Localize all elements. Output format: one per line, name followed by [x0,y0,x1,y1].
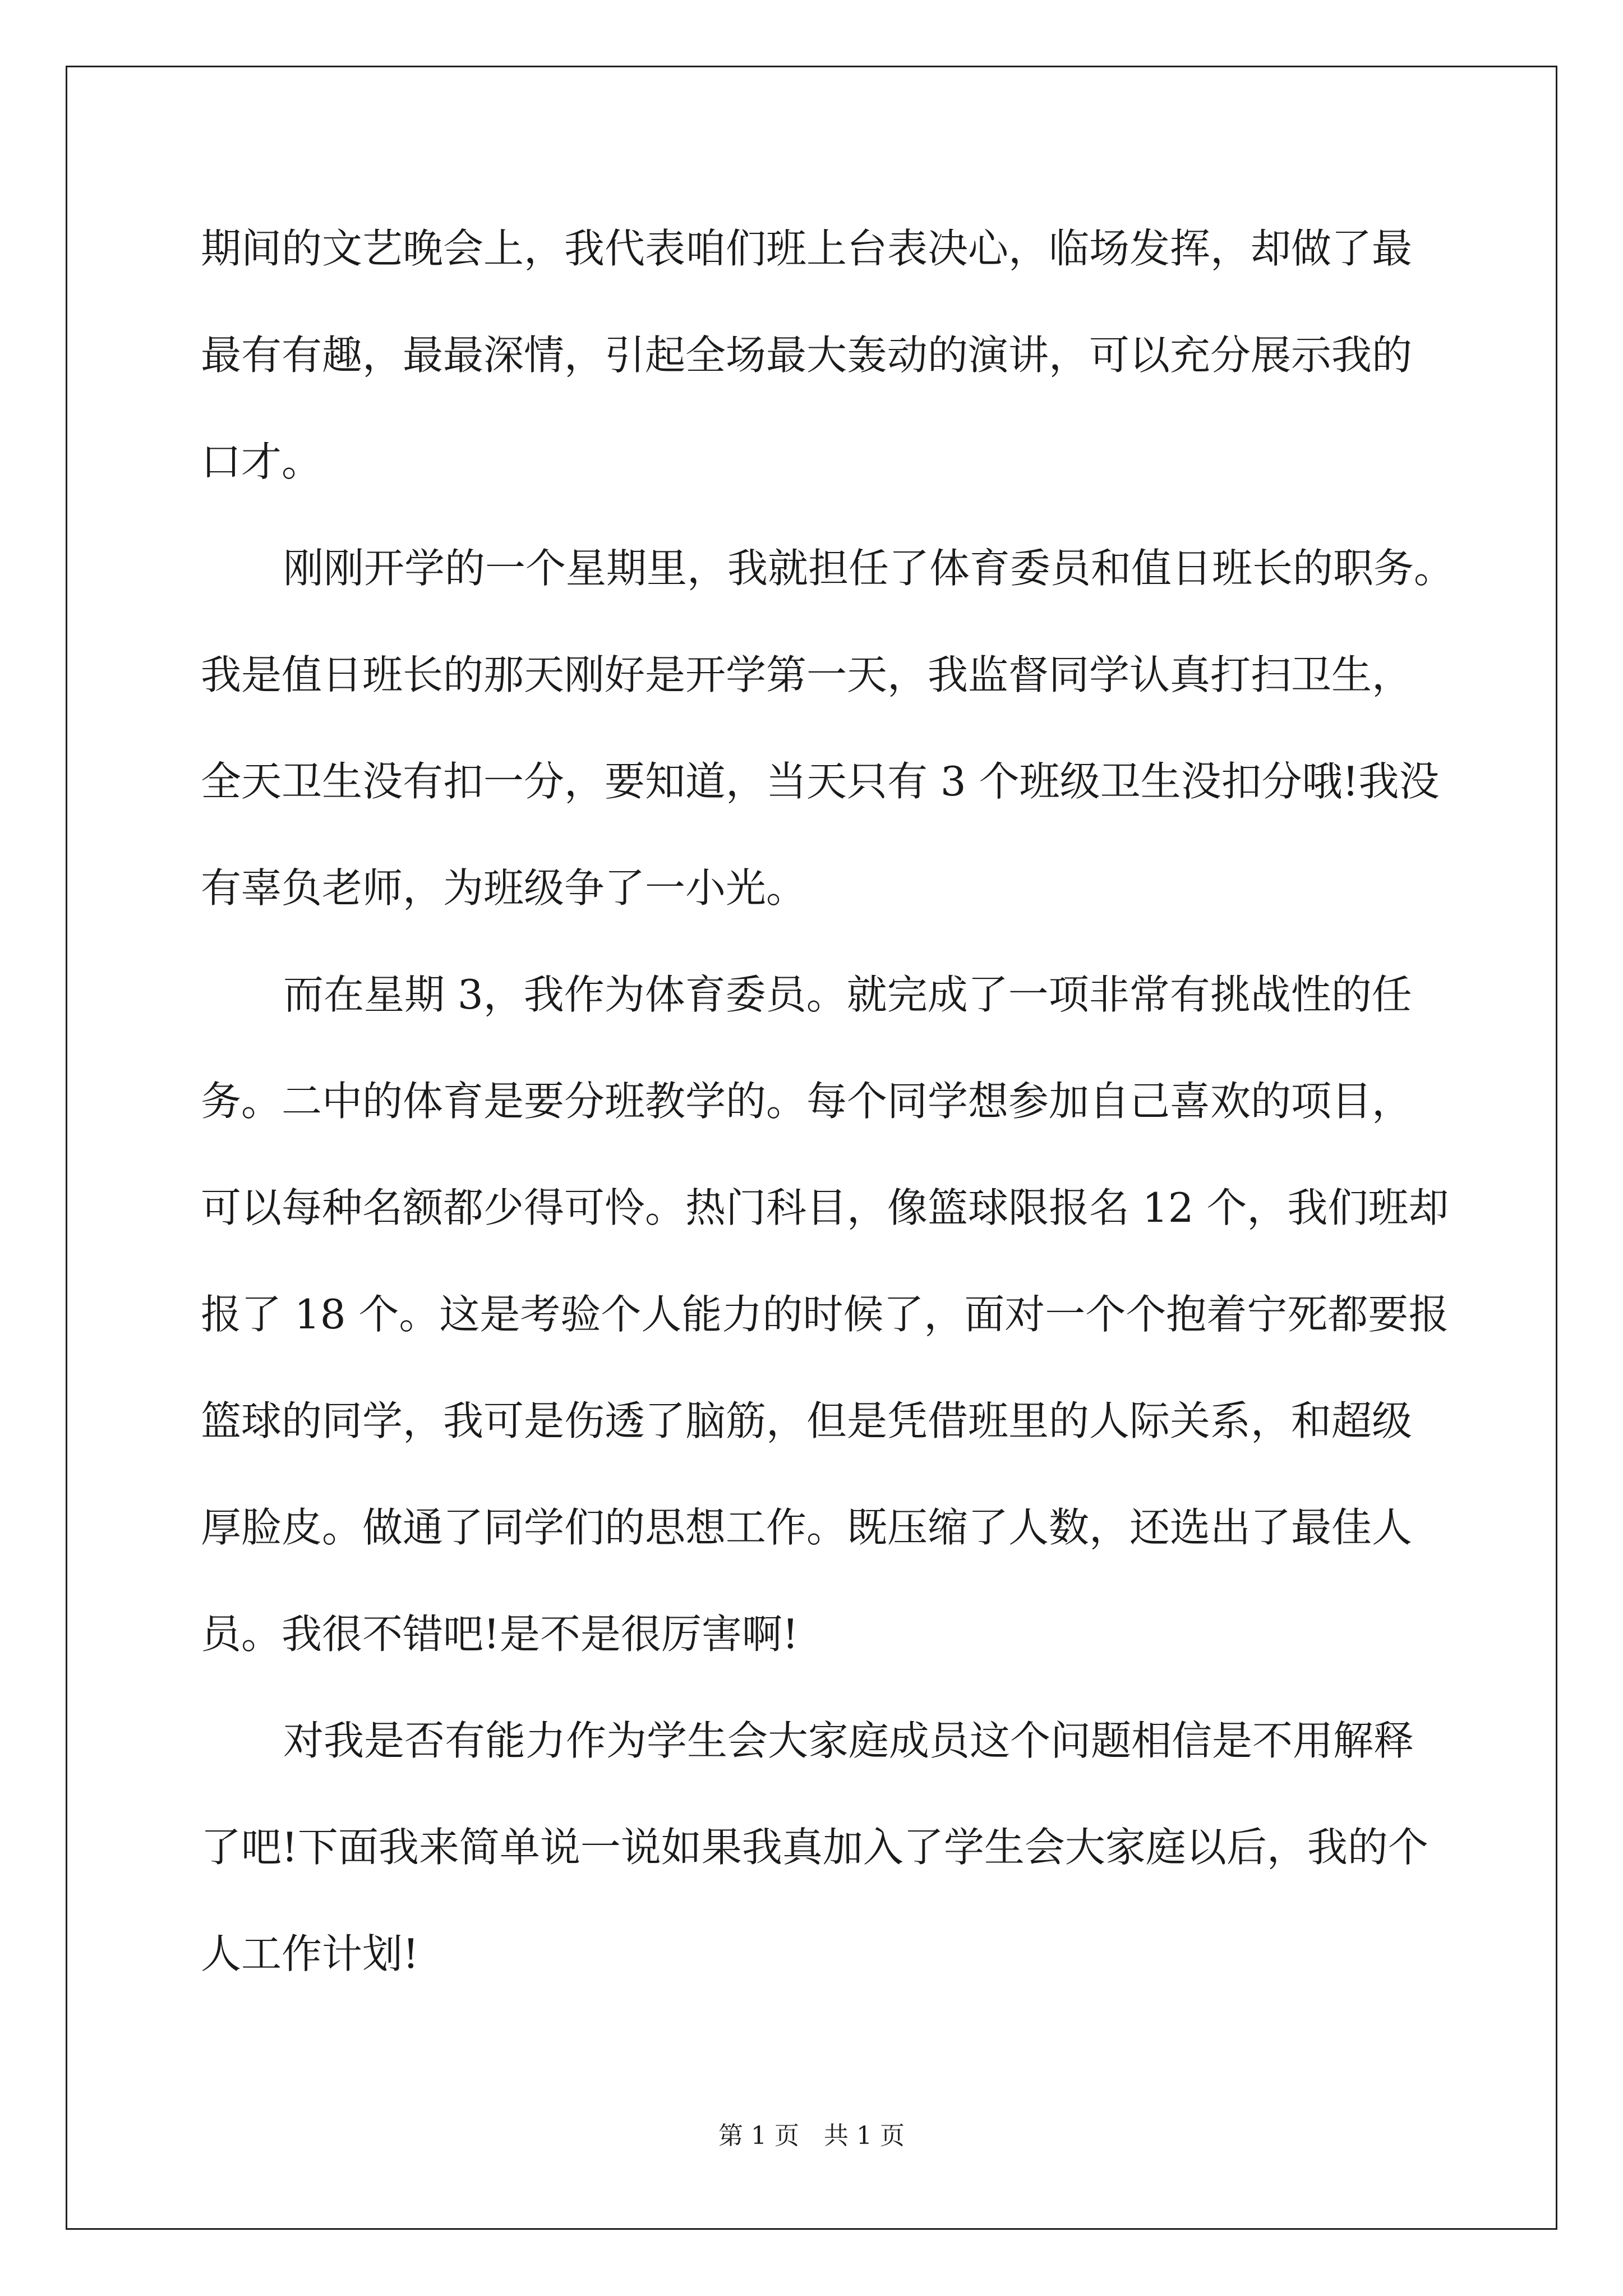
text-line: 全天卫生没有扣一分，要知道，当天只有 3 个班级卫生没扣分哦!我没 [201,758,1440,805]
text-line: 了吧!下面我来简单说一说如果我真加入了学生会大家庭以后，我的个 [201,1824,1428,1871]
text-line: 务。二中的体育是要分班教学的。每个同学想参加自己喜欢的项目， [201,1078,1413,1125]
text-line: 可以每种名额都少得可怜。热门科目，像篮球限报名 12 个，我们班却 [201,1184,1449,1231]
page-number-footer: 第 1 页 共 1 页 [718,2122,905,2150]
page-border [66,66,1557,2230]
text-line: 期间的文艺晚会上，我代表咱们班上台表决心，临场发挥，却做了最 [201,225,1413,272]
text-line: 口才。 [201,438,322,485]
paragraph-first-line: 刚刚开学的一个星期里，我就担任了体育委员和值日班长的职务。 [283,545,1455,592]
text-line: 报了 18 个。这是考验个人能力的时候了，面对一个个抱着宁死都要报 [201,1291,1449,1338]
text-line: 有辜负老师，为班级争了一小光。 [201,864,807,912]
paragraph-first-line: 而在星期 3，我作为体育委员。就完成了一项非常有挑战性的任 [283,971,1412,1018]
text-line: 篮球的同学，我可是伤透了脑筋，但是凭借班里的人际关系，和超级 [201,1397,1413,1444]
paragraph-first-line: 对我是否有能力作为学生会大家庭成员这个问题相信是不用解释 [283,1717,1414,1764]
text-line: 人工作计划! [201,1930,419,1977]
text-line: 我是值日班长的那天刚好是开学第一天，我监督同学认真打扫卫生， [201,651,1413,698]
text-line: 厚脸皮。做通了同学们的思想工作。既压缩了人数，还选出了最佳人 [201,1504,1413,1551]
text-line: 员。我很不错吧!是不是很厉害啊! [201,1611,799,1658]
text-line: 最有有趣，最最深情，引起全场最大轰动的演讲，可以充分展示我的 [201,332,1413,379]
